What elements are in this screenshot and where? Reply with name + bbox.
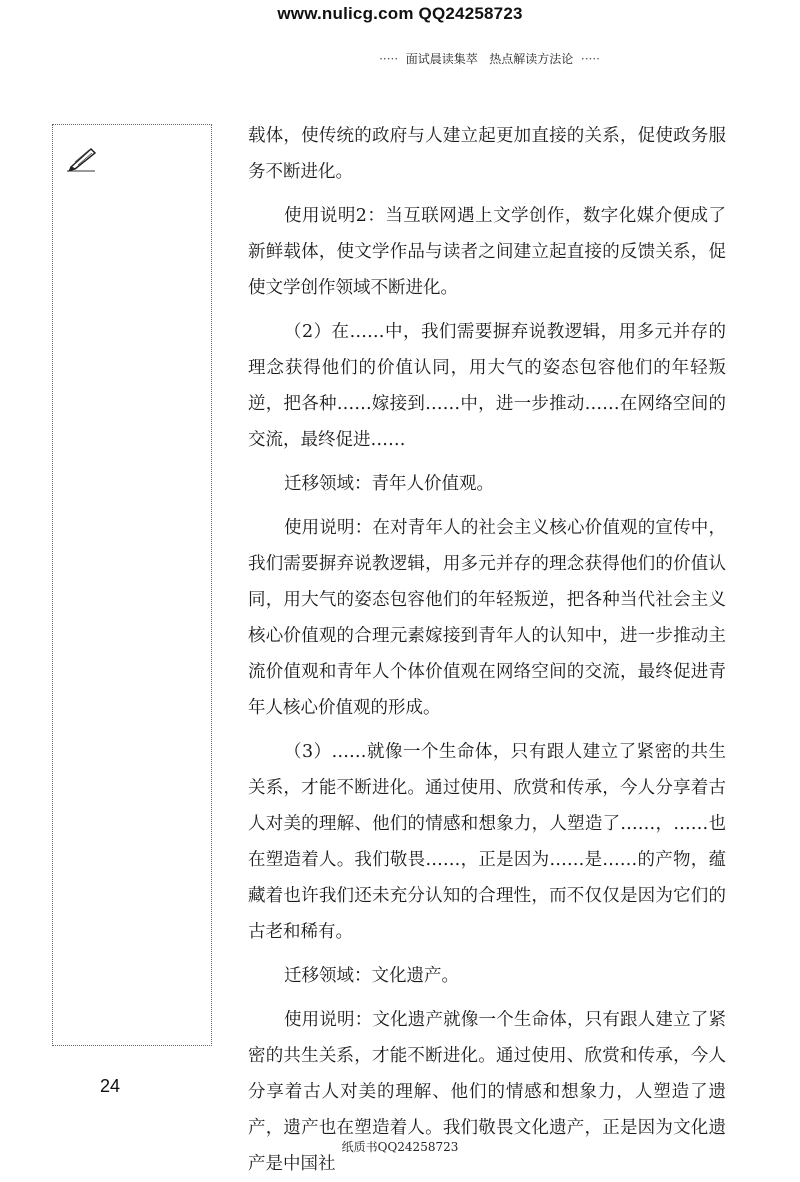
watermark-bottom: 纸质书QQ24258723 (341, 1140, 459, 1154)
paragraph: 迁移领域：文化遗产。 (284, 966, 459, 986)
book-title: 面试晨读集萃 (405, 52, 478, 66)
running-header (379, 50, 600, 67)
paragraph: 迁移领域：青年人价值观。 (284, 474, 494, 494)
paragraph: 使用说明2：当互联网遇上文学创作，数字化媒介便成了新鲜载体，使文学作品与读者之间建立起直接的反馈关系，促使文学创作领域不断进化。 (248, 206, 726, 298)
pencil-icon (65, 137, 105, 177)
paragraph: 使用说明：文化遗产就像一个生命体，只有跟人建立了紧密的共生关系，才能不断进化。通过使用、欣赏和传承，今人分享着古人对美的理解、他们的情感和想象力，人塑造了遗产，遗产也在塑造着人。我们敬畏文化遗产，正是因为文化遗产是中国社 (248, 1010, 726, 1174)
watermark-top: www.nulicg.com QQ24258723 (277, 4, 523, 23)
header-dots-left: ····· (379, 52, 399, 66)
section-title: 热点解读方法论 (489, 52, 574, 66)
body-text (248, 118, 726, 1182)
header-dots-right: ····· (580, 52, 600, 66)
paragraph: （3）……就像一个生命体，只有跟人建立了紧密的共生关系，才能不断进化。通过使用、欣赏和传承，今人分享着古人对美的理解、他们的情感和想象力，人塑造了……，……也在塑造着人。我们敬畏……，正是因为……是……的产物，蕴藏着也许我们还未充分认知的合理性，而不仅仅是因为它们的古老和稀有。 (248, 742, 726, 942)
paragraph: 使用说明：在对青年人的社会主义核心价值观的宣传中，我们需要摒弃说教逻辑，用多元并存的理念获得他们的价值认同，用大气的姿态包容他们的年轻叛逆，把各种当代社会主义核心价值观的合理元素嫁接到青年人的认知中，进一步推动主流价值观和青年人个体价值观在网络空间的交流，最终促进青年人核心价值观的形成。 (248, 518, 726, 718)
paragraph: （2）在……中，我们需要摒弃说教逻辑，用多元并存的理念获得他们的价值认同，用大气的姿态包容他们的年轻叛逆，把各种……嫁接到……中，进一步推动……在网络空间的交流，最终促进…… (248, 322, 726, 450)
notes-sidebar (52, 124, 212, 1046)
page-number: 24 (100, 1076, 121, 1096)
paragraph: 载体，使传统的政府与人建立起更加直接的关系，促使政务服务不断进化。 (248, 126, 726, 182)
